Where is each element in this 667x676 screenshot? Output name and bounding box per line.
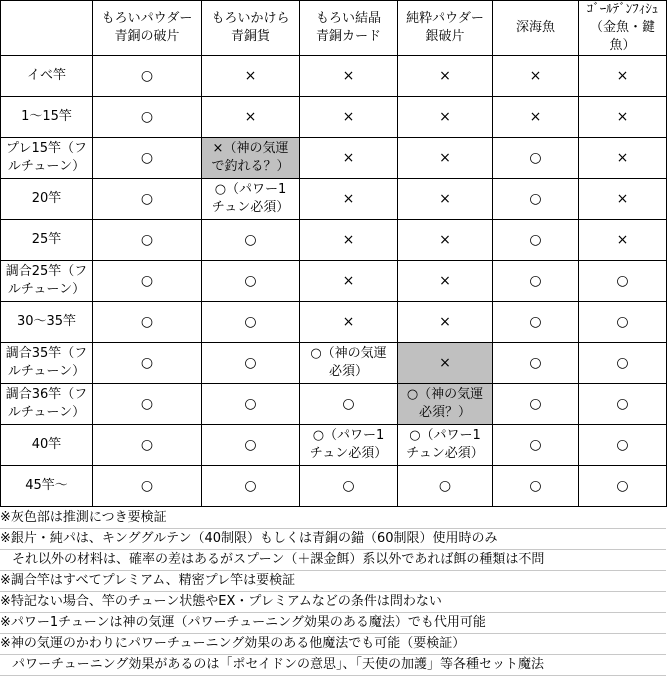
table-row (1, 384, 667, 425)
availability-cell: ○ (202, 220, 300, 261)
table-row (1, 179, 667, 220)
availability-cell: × (300, 138, 398, 179)
availability-cell: ○（神の気運 必須？） (398, 384, 493, 425)
corner-cell (1, 1, 93, 56)
availability-cell: ○ (493, 138, 579, 179)
availability-cell: × (300, 97, 398, 138)
table-row (1, 220, 667, 261)
availability-cell: ○ (93, 220, 202, 261)
availability-cell: ○ (579, 261, 667, 302)
availability-cell: × (300, 220, 398, 261)
availability-cell: ○ (93, 56, 202, 97)
availability-cell: × (398, 138, 493, 179)
row-label: 30～35竿 (1, 302, 93, 343)
availability-cell: ○ (202, 261, 300, 302)
availability-cell: ○ (493, 302, 579, 343)
availability-cell: × (398, 220, 493, 261)
availability-cell: ○ (93, 343, 202, 384)
availability-cell: ○ (300, 466, 398, 507)
row-label: 1～15竿 (1, 97, 93, 138)
availability-cell: × (579, 138, 667, 179)
availability-cell: ○ (493, 466, 579, 507)
availability-cell: × (300, 179, 398, 220)
availability-cell: ○ (93, 384, 202, 425)
availability-cell: ○ (493, 179, 579, 220)
availability-cell: × (579, 179, 667, 220)
availability-cell: ○ (93, 466, 202, 507)
table-row (1, 343, 667, 384)
availability-cell: × (202, 56, 300, 97)
availability-cell: ○（パワー1 チュン必須） (398, 425, 493, 466)
note-line: ※特記ない場合、竿のチューン状態やEX・プレミアムなどの条件は問わない (0, 592, 666, 613)
availability-cell: × (398, 261, 493, 302)
row-label: 25竿 (1, 220, 93, 261)
note-line: ※パワー1チューンは神の気運（パワーチューニング効果のある魔法）でも代用可能 (0, 613, 666, 634)
availability-cell: × (202, 97, 300, 138)
availability-cell: ○ (579, 425, 667, 466)
table-body (1, 56, 667, 507)
availability-cell: ○（神の気運 必須） (300, 343, 398, 384)
table-row (1, 261, 667, 302)
table-row (1, 138, 667, 179)
availability-cell: × (398, 97, 493, 138)
availability-cell: ○ (93, 179, 202, 220)
availability-cell: ○ (579, 466, 667, 507)
note-line: パワーチューニング効果があるのは「ポセイドンの意思」、「天使の加護」等各種セット魔法 (0, 655, 666, 676)
availability-cell: ○ (493, 384, 579, 425)
availability-cell: ○ (579, 384, 667, 425)
availability-cell: × (493, 97, 579, 138)
availability-cell: × (300, 261, 398, 302)
note-line: ※調合竿はすべてプレミアム、精密プレ竿は要検証 (0, 571, 666, 592)
table-row (1, 302, 667, 343)
availability-cell: × (398, 179, 493, 220)
availability-cell: ○ (579, 343, 667, 384)
availability-cell: × (398, 56, 493, 97)
note-line: それ以外の材料は、確率の差はあるがスプーン（＋課金餌）系以外であれば餌の種類は不問 (0, 550, 666, 571)
availability-cell: ○ (93, 261, 202, 302)
availability-cell: ○ (493, 343, 579, 384)
availability-cell: ○ (202, 343, 300, 384)
column-header: もろいかけら 青銅貨 (202, 1, 300, 56)
row-label: 45竿～ (1, 466, 93, 507)
availability-cell: ○ (202, 425, 300, 466)
availability-cell: ○ (93, 138, 202, 179)
availability-cell: × (579, 56, 667, 97)
table-row (1, 425, 667, 466)
availability-cell: ○ (398, 466, 493, 507)
row-label: 調合36竿（フ ルチューン） (1, 384, 93, 425)
column-header: 深海魚 (493, 1, 579, 56)
availability-cell: ○ (202, 466, 300, 507)
column-header: 純粋パウダー 銀破片 (398, 1, 493, 56)
availability-cell: ○ (493, 220, 579, 261)
note-line: ※灰色部は推測につき要検証 (0, 508, 666, 529)
row-label: 調合25竿（フ ルチューン） (1, 261, 93, 302)
availability-cell: ○ (93, 425, 202, 466)
column-header: もろいパウダー 青銅の破片 (93, 1, 202, 56)
row-label: 40竿 (1, 425, 93, 466)
column-header: ｺﾞｰﾙﾃﾞﾝﾌｨｼｭ （金魚・鍵魚） (579, 1, 667, 56)
availability-cell: × (398, 343, 493, 384)
availability-cell: ○ (93, 302, 202, 343)
availability-cell: × (398, 302, 493, 343)
notes-section (0, 508, 666, 676)
availability-cell: ○ (493, 261, 579, 302)
availability-cell: × (493, 56, 579, 97)
availability-cell: ○（パワー1 チュン必須） (202, 179, 300, 220)
availability-cell: ○ (579, 302, 667, 343)
availability-cell: ○ (493, 425, 579, 466)
table-row (1, 56, 667, 97)
column-header: もろい結晶 青銅カード (300, 1, 398, 56)
availability-cell: ○ (93, 97, 202, 138)
availability-cell: × (300, 302, 398, 343)
availability-cell: ○ (300, 384, 398, 425)
note-line: ※神の気運のかわりにパワーチューニング効果のある他魔法でも可能（要検証） (0, 634, 666, 655)
availability-cell: × (300, 56, 398, 97)
table-row (1, 466, 667, 507)
table-row (1, 97, 667, 138)
row-label: プレ15竿（フ ルチューン） (1, 138, 93, 179)
row-label: 20竿 (1, 179, 93, 220)
availability-cell: ○ (202, 384, 300, 425)
availability-cell: × (579, 220, 667, 261)
availability-cell: ○ (202, 302, 300, 343)
availability-cell: ○（パワー1 チュン必須） (300, 425, 398, 466)
row-label: イベ竿 (1, 56, 93, 97)
header-row (1, 1, 667, 56)
availability-cell: × (579, 97, 667, 138)
row-label: 調合35竿（フ ルチューン） (1, 343, 93, 384)
note-line: ※銀片・純パは、キンググルテン（40制限）もしくは青銅の錨（60制限）使用時のみ (0, 529, 666, 550)
availability-cell: ×（神の気運 で釣れる？） (202, 138, 300, 179)
